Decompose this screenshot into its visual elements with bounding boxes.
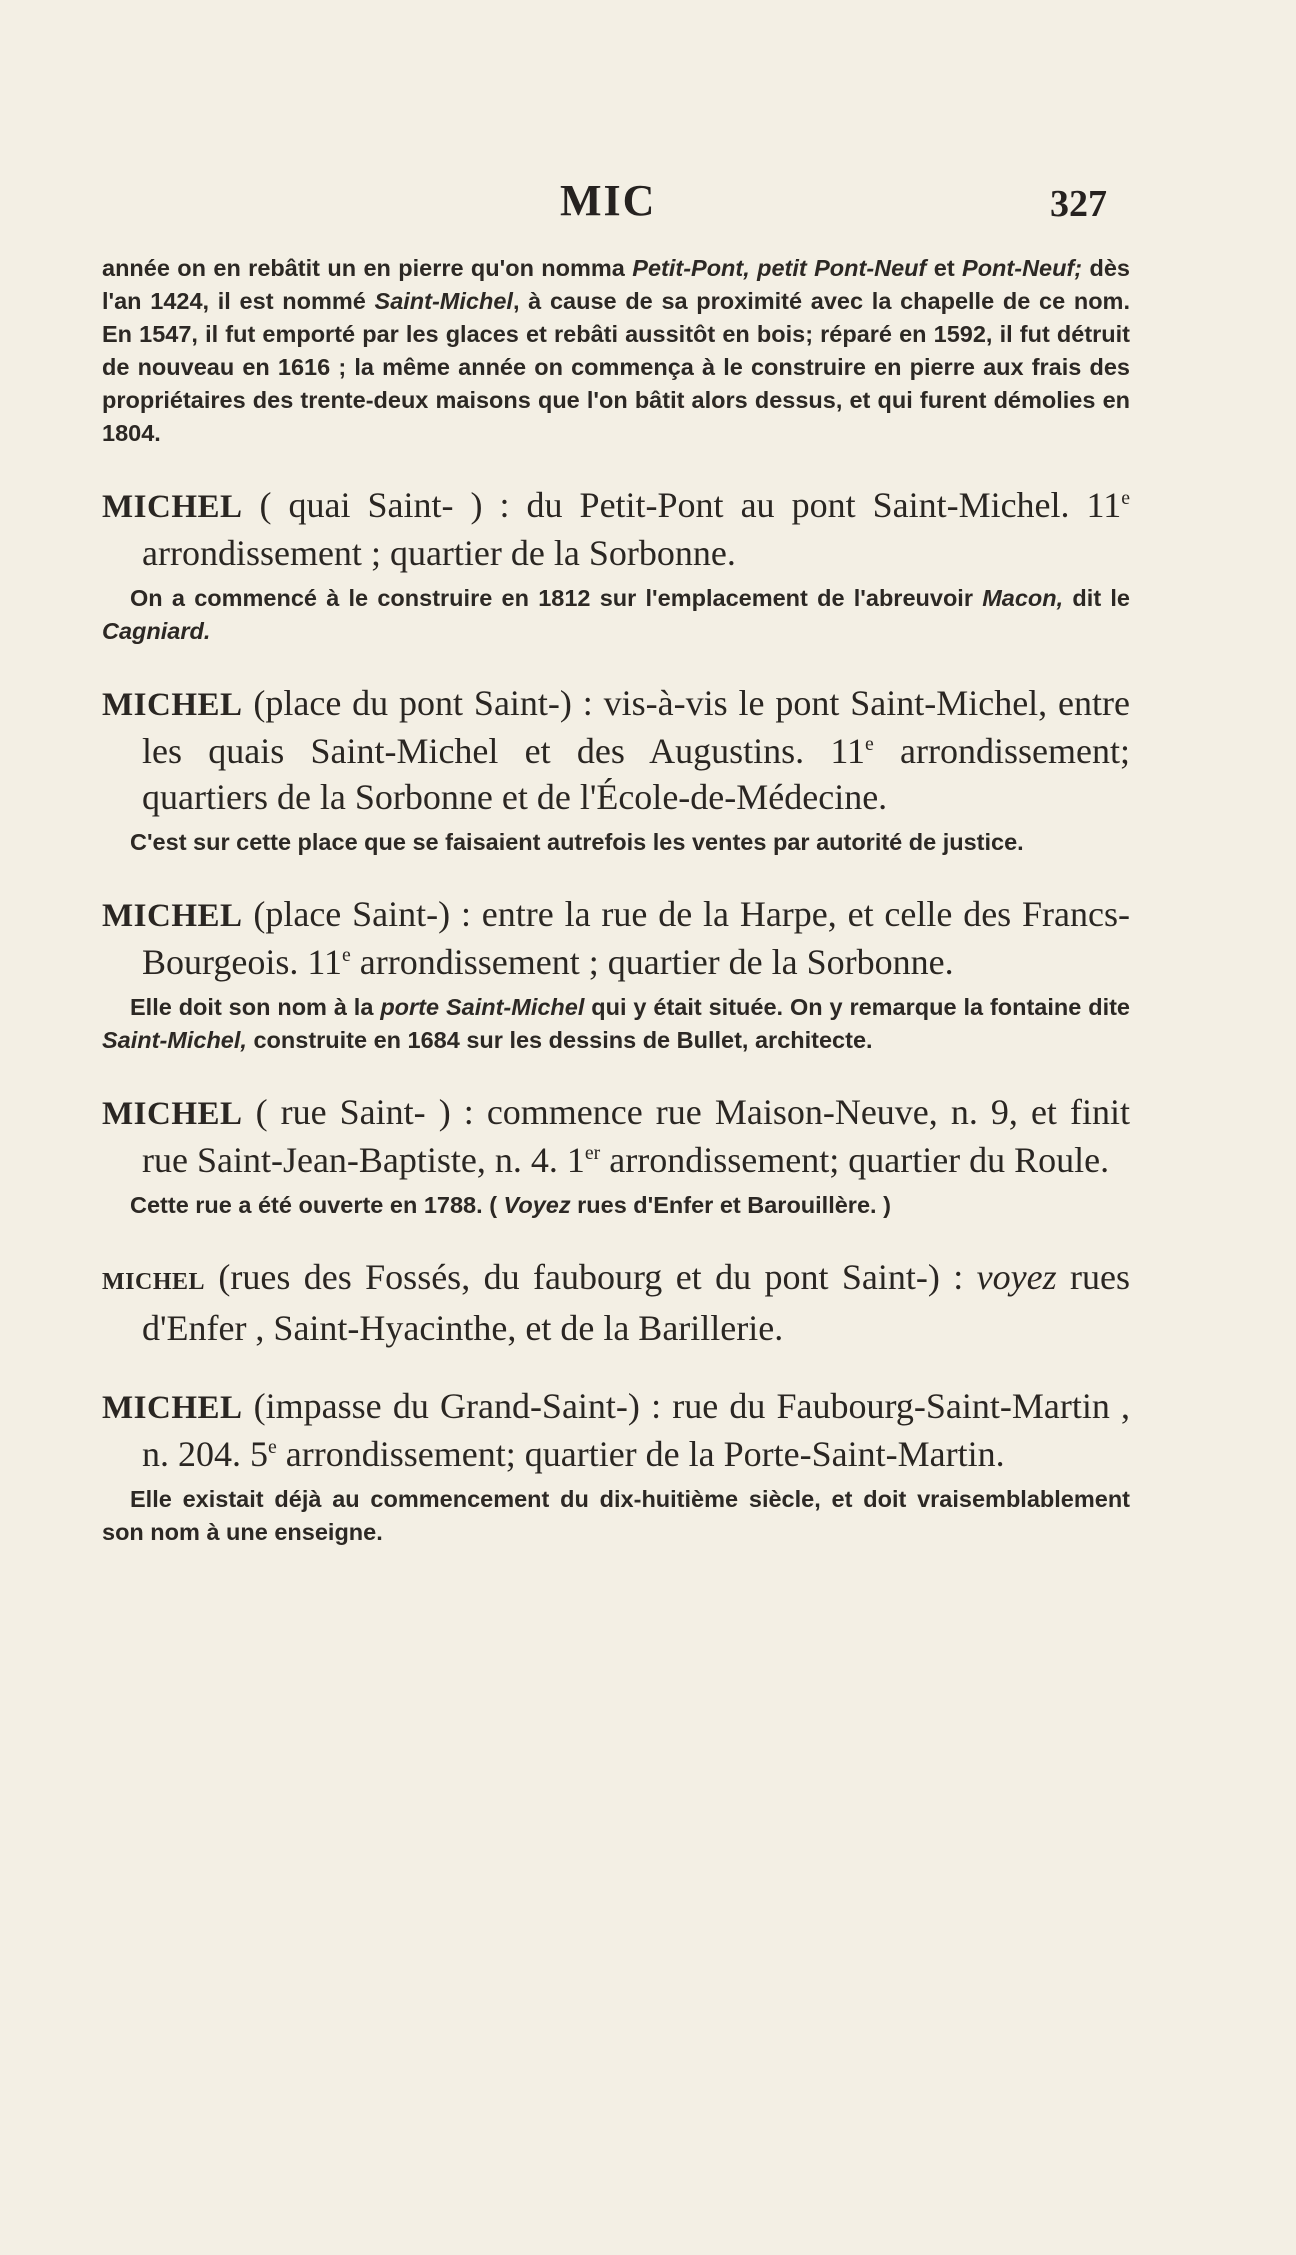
entry-note: Elle existait déjà au commencement du dix-huitième siècle, et doit vraisemblablement son nom à une enseigne. <box>102 1486 1130 1545</box>
entry-text <box>102 891 1130 985</box>
text-run: dit le <box>1063 585 1130 611</box>
text-run: , à cause de sa proximité avec la chapelle de ce nom. En 1547, il fut emporté par les glaces et rebâti aussitôt en bois; réparé en 1592, il fut détruit de nouveau en 1616 ; la même année on commença à le construire en pierre aux frais des propriétaires des trente-deux maisons que l'on bâtit alors dessus, et qui furent démolies en 1804. <box>102 288 1130 446</box>
text-run: Cette rue a été ouverte en 1788. ( <box>130 1192 504 1218</box>
entry-impasse-grand-saint-michel <box>102 1383 1130 1549</box>
entry-note <box>102 582 1130 648</box>
superscript: e <box>268 1436 277 1458</box>
text-run: rues d'Enfer , Saint-Hyacinthe, et de la Barillerie. <box>142 1257 1130 1348</box>
text-run: arrondissement; quartiers de la Sorbonne et de l'École-de-Médecine. <box>142 731 1130 817</box>
text-run: arrondissement ; quartier de la Sorbonne. <box>350 942 954 982</box>
entry-place-saint-michel <box>102 891 1130 1057</box>
text-run: qui y était située. On y remarque la fontaine dite <box>584 994 1131 1020</box>
italic-run: Saint-Michel, <box>102 1027 247 1053</box>
text-run: ( rue Saint- ) : commence rue Maison-Neuve, n. 9, et finit rue Saint-Jean-Baptiste, n. 4. 1 <box>142 1092 1130 1180</box>
text-run: et <box>926 255 963 281</box>
entry-headword: MICHEL <box>102 1269 206 1295</box>
entry-headword: MICHEL <box>102 1390 243 1426</box>
running-head: MIC <box>560 176 657 225</box>
italic-run: porte Saint-Michel <box>380 994 585 1020</box>
text-run: (impasse du Grand-Saint-) : rue du Faubourg-Saint-Martin , n. 204. 5 <box>142 1386 1130 1474</box>
entry-text <box>102 1254 1130 1351</box>
text-run: arrondissement; quartier du Roule. <box>600 1140 1110 1180</box>
entry-text <box>102 482 1130 576</box>
entry-headword: MICHEL <box>102 687 243 723</box>
page-body <box>102 252 1130 1549</box>
text-run: arrondissement ; quartier de la Sorbonne. <box>142 533 736 573</box>
italic-run: voyez <box>976 1257 1057 1297</box>
page-number: 327 <box>1050 183 1107 225</box>
text-run: arrondissement; quartier de la Porte-Saint-Martin. <box>276 1434 1005 1474</box>
entry-quai-saint-michel <box>102 482 1130 648</box>
continued-paragraph <box>102 252 1130 450</box>
text-run: (rues des Fossés, du faubourg et du pont Saint-) : <box>205 1257 977 1297</box>
italic-run: Voyez <box>503 1192 571 1218</box>
superscript: e <box>865 733 874 755</box>
entry-headword: MICHEL <box>102 898 243 934</box>
italic-run: Pont-Neuf; <box>962 255 1083 281</box>
entry-rues-saint-michel <box>102 1254 1130 1351</box>
entry-headword: MICHEL <box>102 1096 243 1132</box>
text-run: année on en rebâtit un en pierre qu'on nomma <box>102 255 633 281</box>
text-run: (place Saint-) : entre la rue de la Harpe, et celle des Francs-Bourgeois. 11 <box>142 894 1130 982</box>
text-run: (place du pont Saint-) : vis-à-vis le pont Saint-Michel, entre les quais Saint-Michel et des Augustins. 11 <box>142 683 1130 771</box>
text-run: ( quai Saint- ) : du Petit-Pont au pont Saint-Michel. 11 <box>242 485 1122 525</box>
entry-note <box>102 1189 1130 1222</box>
superscript: er <box>584 1142 601 1164</box>
entry-text <box>102 1383 1130 1477</box>
entry-text <box>102 1089 1130 1183</box>
entry-note: C'est sur cette place que se faisaient autrefois les ventes par autorité de justice. <box>130 829 1024 855</box>
entry-rue-saint-michel <box>102 1089 1130 1222</box>
text-run: rues d'Enfer et Barouillère. ) <box>570 1192 891 1218</box>
superscript: e <box>342 944 351 966</box>
text-run: dès l'an 1424, il est nommé <box>102 255 1130 314</box>
entry-place-du-pont-saint-michel <box>102 680 1130 859</box>
italic-run: Cagniard. <box>102 618 211 644</box>
text-run: construite en 1684 sur les dessins de Bullet, architecte. <box>246 1027 873 1053</box>
entry-headword: MICHEL <box>102 489 243 525</box>
text-run: On a commencé à le construire en 1812 sur l'emplacement de l'abreuvoir <box>130 585 983 611</box>
italic-run: Macon, <box>982 585 1064 611</box>
italic-run: Saint-Michel <box>374 288 513 314</box>
entry-note <box>102 991 1130 1057</box>
text-run: Elle doit son nom à la <box>130 994 381 1020</box>
entry-text <box>102 680 1130 820</box>
superscript: e <box>1121 487 1130 509</box>
italic-run: Petit-Pont, petit Pont-Neuf <box>632 255 927 281</box>
